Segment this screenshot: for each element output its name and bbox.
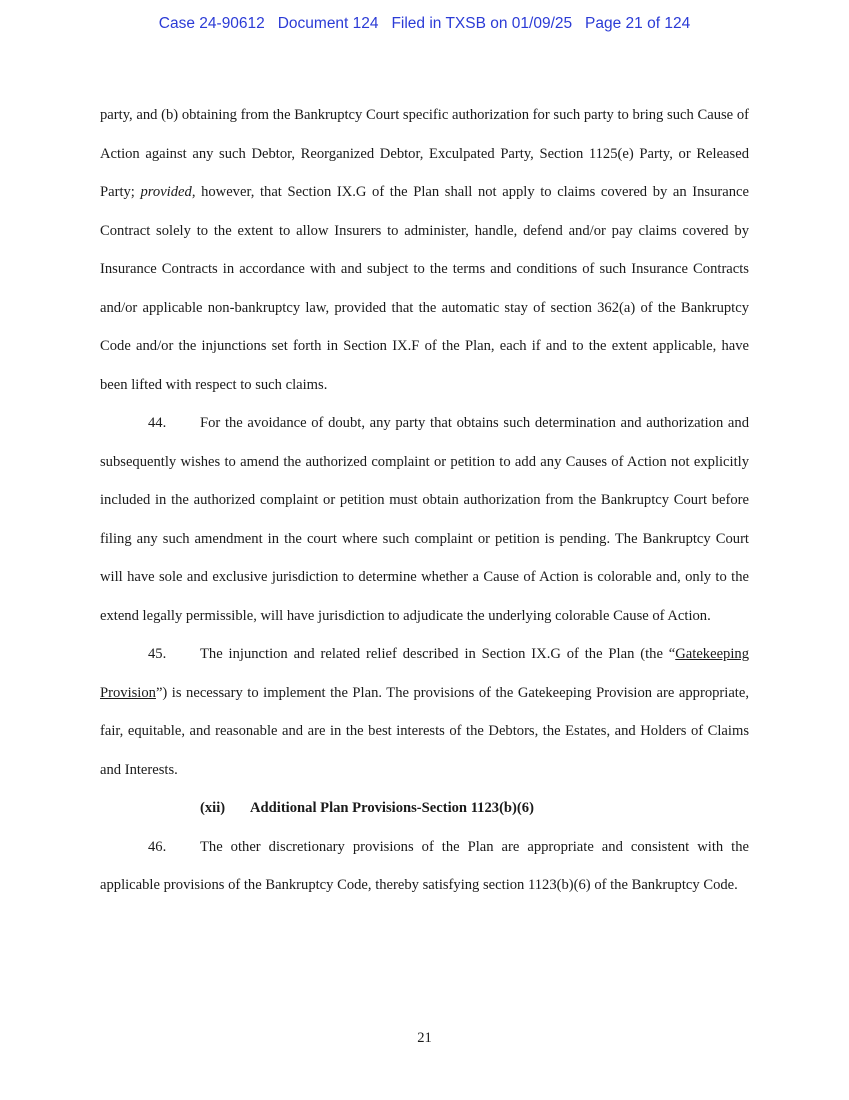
heading-number: (xii) <box>200 800 226 816</box>
paragraph-number: 45. <box>148 646 167 662</box>
paragraph-number: 44. <box>148 415 167 431</box>
heading-text: Additional Plan Provisions-Section 1123(b)(6) <box>250 800 534 816</box>
page-of-total: Page 21 of 124 <box>585 15 691 32</box>
italic-term: provided <box>140 184 192 200</box>
filing-info: Filed in TXSB on 01/09/25 <box>391 15 573 32</box>
document-number: Document 124 <box>277 15 379 32</box>
section-heading <box>100 789 749 828</box>
court-filing-header <box>0 15 849 33</box>
case-number: Case 24-90612 <box>158 15 265 32</box>
paragraph-45: 45. The injunction and related relief described in Section IX.G of the Plan (the “Gatekeeping Provision”) is necessary to implement the Plan. The provisions of the Gatekeeping Provision are appropriate, fair, equitable, and reasonable and are in the best interests of the Debtors, the Estates, and Holders of Claims and Interests. <box>100 635 749 789</box>
paragraph-number: 46. <box>148 838 167 855</box>
defined-term: Gatekeeping Provision <box>100 646 749 701</box>
document-body <box>100 96 749 905</box>
paragraph-46: 46. The other discretionary provisions of the Plan are appropriate and consistent with the applicable provisions of the Bankruptcy Code, thereby satisfying section 1123(b)(6) of the Bankruptcy Code. <box>100 828 749 905</box>
page-number: 21 <box>417 1030 432 1046</box>
continued-paragraph: party, and (b) obtaining from the Bankruptcy Court specific authorization for such party to bring such Cause of Action against any such Debtor, Reorganized Debtor, Exculpated Party, Section 1125(e) Party, or Released Party; provided, however, that Section IX.G of the Plan shall not apply to claims covered by an Insurance Contract solely to the extent to allow Insurers to administer, handle, defend and/or pay claims covered by Insurance Contracts in accordance with and subject to the terms and conditions of such Insurance Contracts and/or applicable non-bankruptcy law, provided that the automatic stay of section 362(a) of the Bankruptcy Code and/or the injunctions set forth in Section IX.F of the Plan, each if and to the extent applicable, have been lifted with respect to such claims. <box>100 107 749 393</box>
paragraph-44: 44. For the avoidance of doubt, any party that obtains such determination and authorization and subsequently wishes to amend the authorized complaint or petition to add any Causes of Action not explicitly included in the authorized complaint or petition must obtain authorization from the Bankruptcy Court before filing any such amendment in the court where such complaint or petition is pending. The Bankruptcy Court will have sole and exclusive jurisdiction to determine whether a Cause of Action is colorable and, only to the extend legally permissible, will have jurisdiction to adjudicate the underlying colorable Cause of Action. <box>100 404 749 635</box>
